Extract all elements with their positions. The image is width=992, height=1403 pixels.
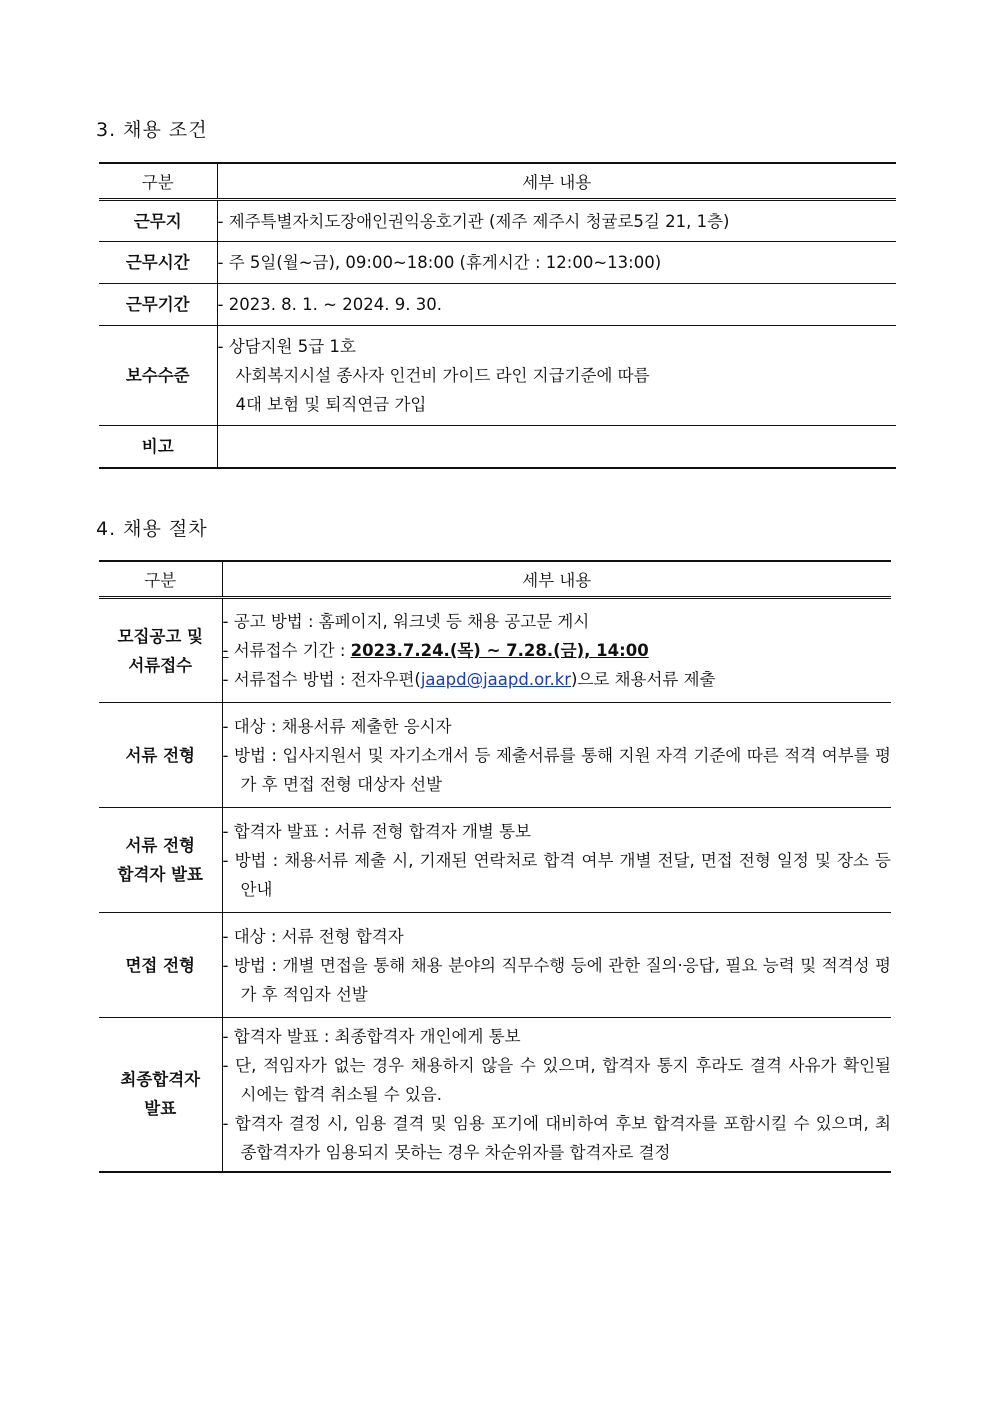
content-line: - 2023. 8. 1. ~ 2024. 9. 30. (217, 295, 442, 314)
row-label-remarks: 비고 (99, 426, 217, 468)
content-line: - 상담지원 5급 1호 (217, 337, 356, 356)
content-bullet: - 방법 : 개별 면접을 통해 채용 분야의 직무수행 등에 관한 질의·응답, 필요 능력 및 적격성 평가 후 적임자 선발 (222, 955, 891, 1004)
table-row (99, 808, 891, 913)
table-row (99, 200, 896, 242)
content-bullet: - 합격자 발표 : 서류 전형 합격자 개별 통보 (222, 821, 531, 841)
row-label-document-screening (99, 703, 222, 808)
content-bullet: - 대상 : 서류 전형 합격자 (222, 926, 404, 946)
dash-marker: - (222, 641, 229, 660)
row-label-document-result (99, 808, 222, 913)
table-row (99, 284, 896, 326)
employment-conditions-table (99, 162, 896, 469)
row-content-work-period (217, 284, 896, 326)
label-line: 모집공고 및 (117, 626, 203, 646)
table-header-row (99, 561, 891, 598)
row-label-final-result (99, 1018, 222, 1172)
row-content-recruitment-notice (222, 598, 891, 703)
label-line: 서류 전형 (125, 836, 195, 855)
row-content-final-result (222, 1018, 891, 1172)
hiring-procedure-table (99, 560, 891, 1173)
table-row (99, 598, 891, 703)
row-label-interview (99, 913, 222, 1018)
row-content-interview (222, 913, 891, 1018)
header-category: 구분 (99, 163, 217, 200)
label-line: 서류 전형 (125, 745, 195, 765)
content-line: - 공고 방법 : 홈페이지, 워크넷 등 채용 공고문 게시 (222, 612, 590, 631)
application-period-value: 2023.7.24.(목) ~ 7.28.(금), 14:00 (350, 641, 649, 660)
label-line: 발표 (144, 1099, 177, 1119)
content-line (223, 665, 892, 694)
header-details: 세부 내용 (217, 163, 896, 200)
table-header-row (99, 163, 896, 200)
content-bullet: - 단, 적임자가 없는 경우 채용하지 않을 수 있으며, 합격자 통지 후라도 결격 사유가 확인될 시에는 합격 취소될 수 있음. (222, 1055, 891, 1104)
content-line: - 주 5일(월~금), 09:00~18:00 (휴게시간 : 12:00~13:00) (217, 253, 662, 272)
content-line: 4대 보험 및 퇴직연금 가입 (235, 395, 427, 414)
submission-method-label: - 서류접수 방법 : 전자우편( (222, 670, 421, 689)
table-row (99, 913, 891, 1018)
row-content-salary (217, 326, 896, 426)
content-line: - 제주특별자치도장애인권익옹호기관 (제주 제주시 청귤로5길 21, 1층) (217, 211, 730, 231)
row-label-work-hours: 근무시간 (99, 242, 217, 284)
row-content-document-screening (222, 703, 891, 808)
row-label-salary: 보수수준 (99, 326, 217, 426)
label-line: 면접 전형 (125, 955, 195, 975)
section-title-employment-conditions: 3. 채용 조건 (96, 119, 208, 141)
row-content-remarks (217, 426, 896, 468)
content-bullet: - 대상 : 채용서류 제출한 응시자 (222, 716, 452, 736)
label-line: 서류접수 (128, 655, 193, 675)
table-row (99, 1018, 891, 1172)
row-label-workplace: 근무지 (99, 200, 217, 242)
content-bullet: - 합격자 결정 시, 임용 결격 및 임용 포기에 대비하여 후보 합격자를 포함시킬 수 있으며, 최종합격자가 임용되지 못하는 경우 차순위자를 합격자로 결정 (222, 1113, 891, 1162)
table-row (99, 242, 896, 284)
content-line: 사회복지시설 종사자 인건비 가이드 라인 지급기준에 따름 (235, 366, 650, 385)
application-period-label: 서류접수 기간 : (228, 641, 351, 660)
content-bullet: - 방법 : 채용서류 제출 시, 기재된 연락처로 합격 여부 개별 전달, 면접 전형 일정 및 장소 등 안내 (222, 850, 891, 899)
header-details: 세부 내용 (222, 561, 891, 598)
table-row (99, 326, 896, 426)
row-content-work-hours (217, 242, 896, 284)
table-row (99, 426, 896, 468)
table-row (99, 703, 891, 808)
email-link[interactable]: jaapd@jaapd.or.kr (420, 670, 572, 689)
header-category: 구분 (99, 561, 222, 598)
row-content-workplace (217, 200, 896, 242)
row-label-work-period: 근무기간 (99, 284, 217, 326)
row-content-document-result (222, 808, 891, 913)
label-line: 합격자 발표 (117, 865, 203, 884)
content-bullet: - 합격자 발표 : 최종합격자 개인에게 통보 (222, 1026, 521, 1046)
section-title-hiring-procedure: 4. 채용 절차 (96, 518, 208, 540)
content-line (223, 636, 892, 665)
label-line: 최종합격자 (120, 1070, 201, 1090)
row-label-recruitment-notice (99, 598, 222, 703)
content-bullet: - 방법 : 입사지원서 및 자기소개서 등 제출서류를 통해 지원 자격 기준에 따른 적격 여부를 평가 후 면접 전형 대상자 선발 (222, 745, 891, 794)
submission-method-suffix: )으로 채용서류 제출 (571, 670, 716, 689)
